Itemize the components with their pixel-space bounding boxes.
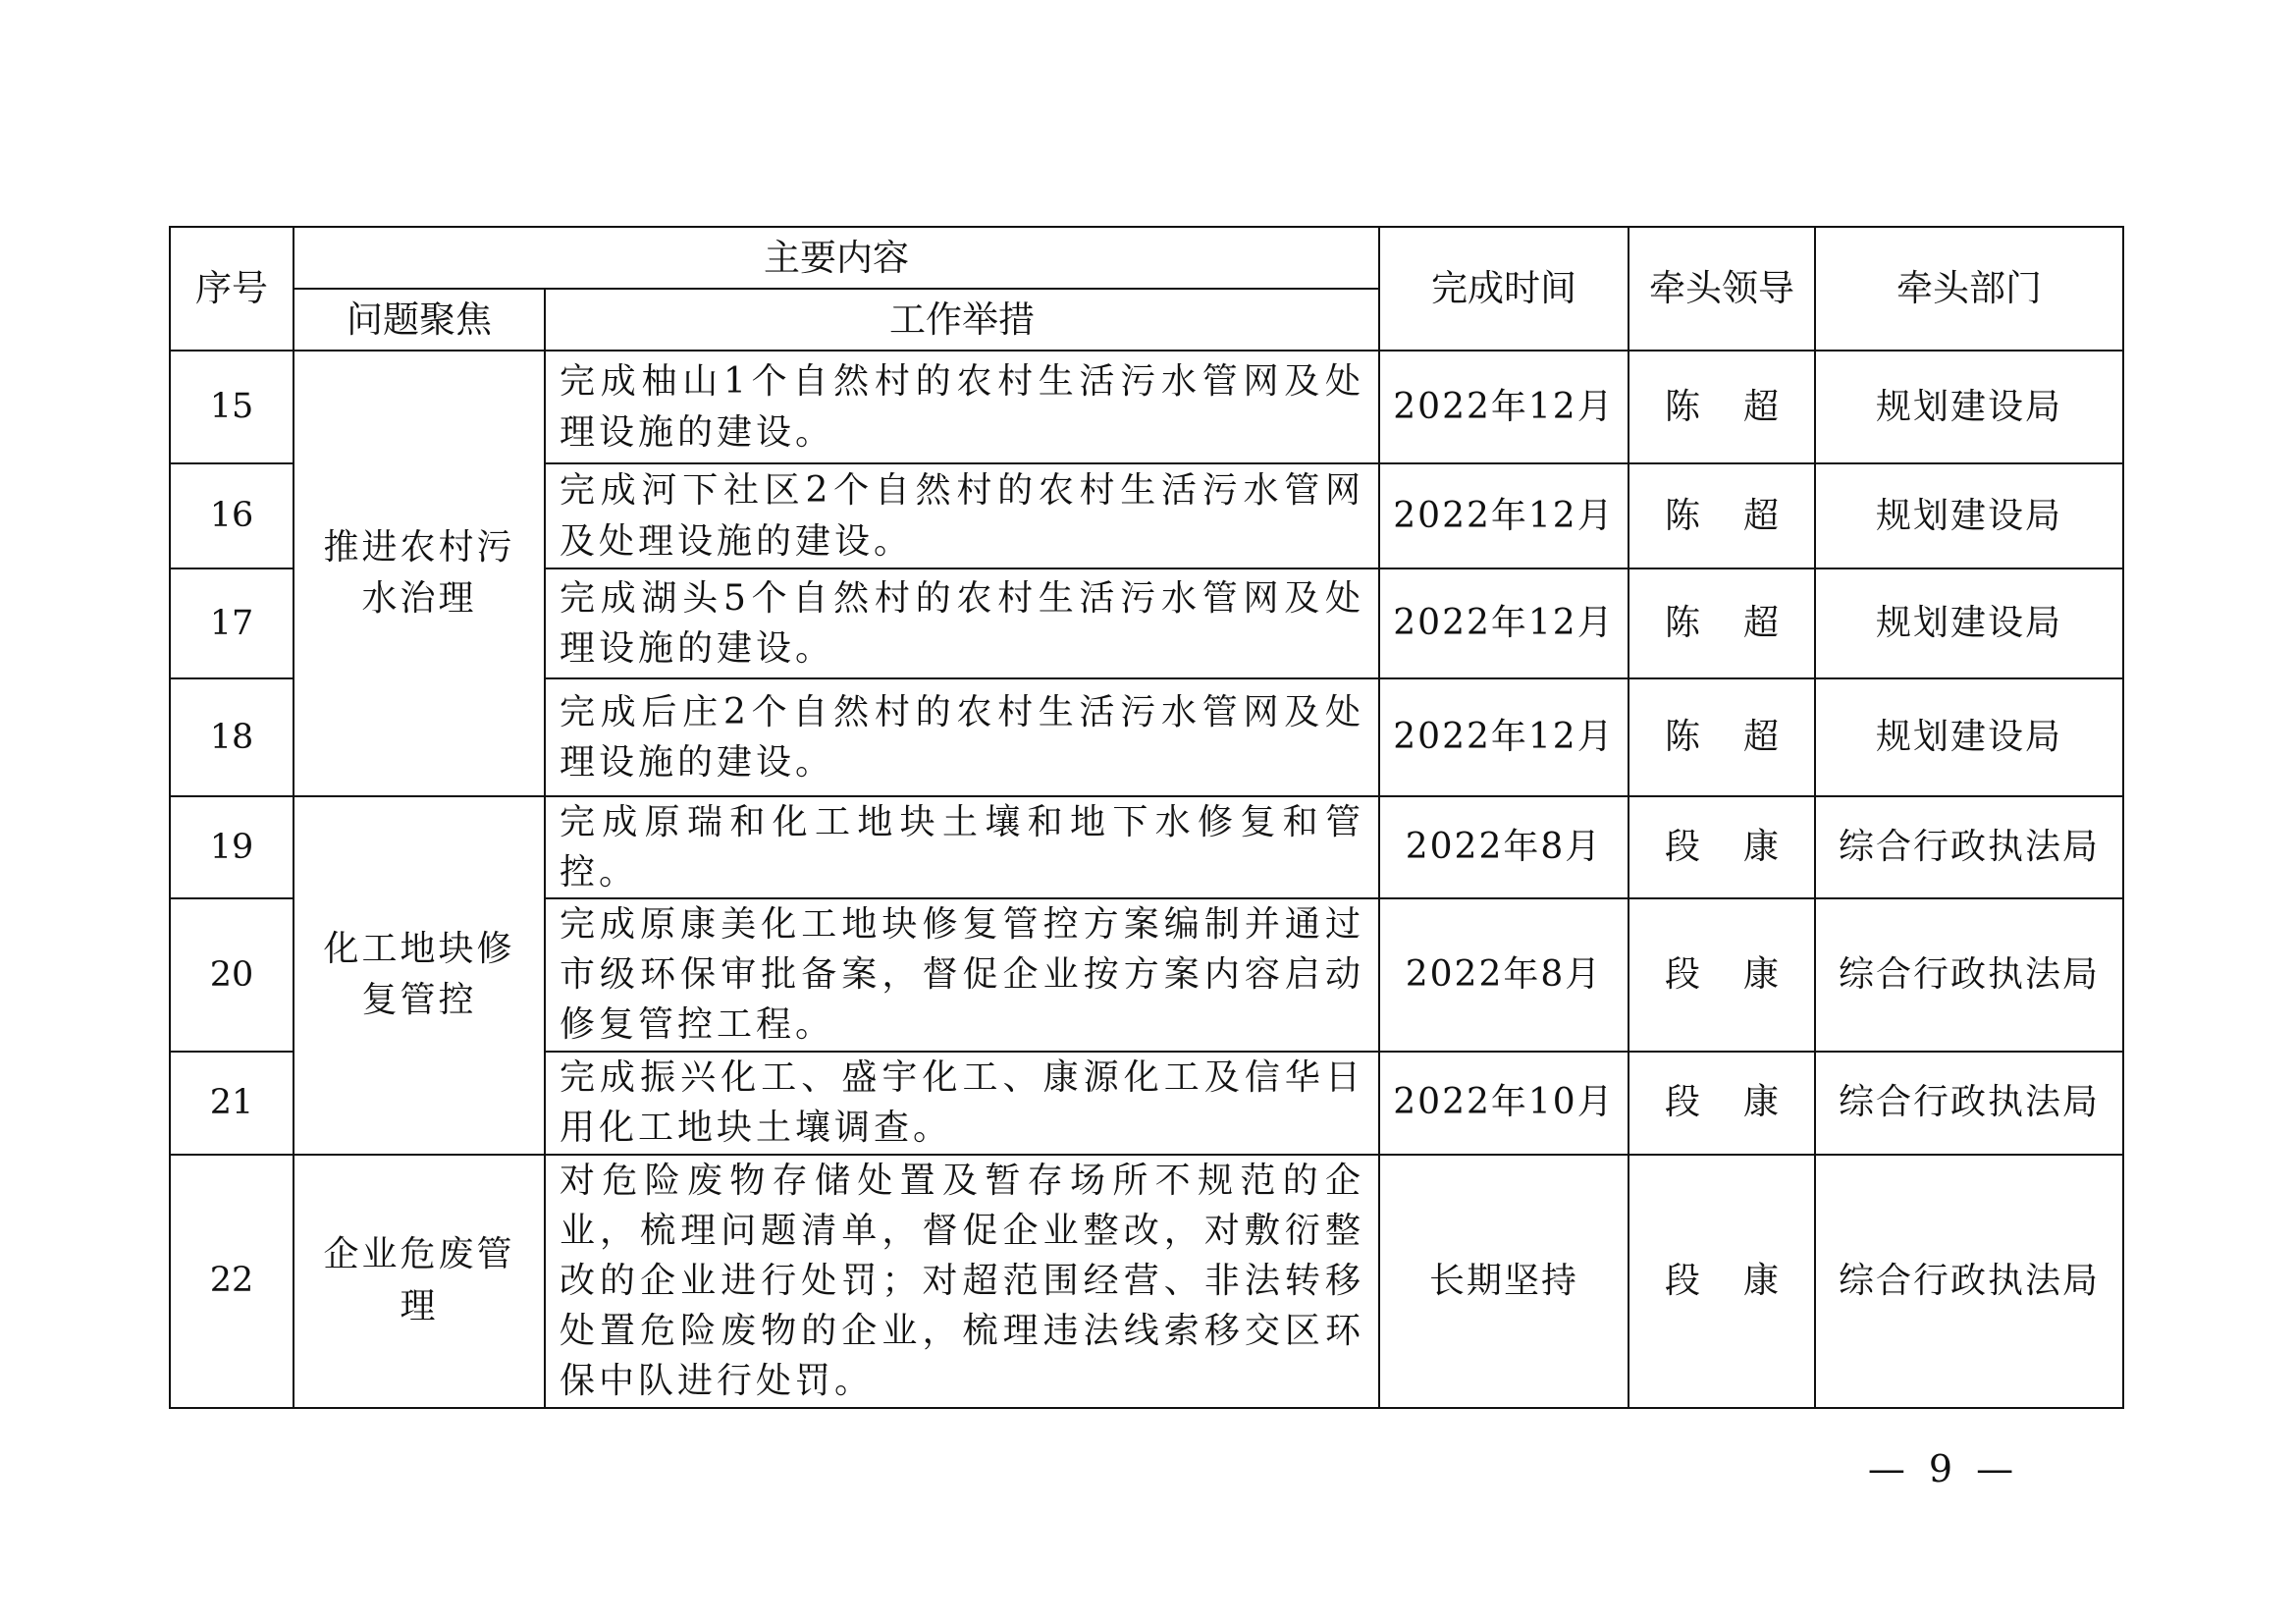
work-measure-cell: 完成后庄2个自然村的农村生活污水管网及处理设施的建设。 [545,678,1379,796]
lead-department-cell: 规划建设局 [1815,351,2123,463]
work-measure-cell: 完成振兴化工、盛宇化工、康源化工及信华日用化工地块土壤调查。 [545,1052,1379,1155]
lead-leader-cell [1629,898,1822,1051]
header-work-measures: 工作举措 [545,289,1379,351]
work-measure-cell: 完成原瑞和化工地块土壤和地下水修复和管控。 [545,796,1379,898]
lead-leader-name: 陈超 [1664,495,1822,536]
problem-focus-cell: 化工地块修复管控 [294,796,545,1155]
table-row [170,351,2123,463]
completion-time-cell: 2022年12月 [1379,568,1629,678]
table-body [170,351,2123,1408]
lead-leader-name: 段康 [1664,1082,1822,1123]
row-seq: 22 [170,1155,294,1408]
problem-focus-cell: 推进农村污水治理 [294,351,545,796]
lead-leader-name: 段康 [1664,1260,1822,1301]
lead-department-cell: 综合行政执法局 [1815,1052,2123,1155]
lead-leader-cell [1629,796,1822,898]
work-measure-cell: 对危险废物存储处置及暂存场所不规范的企业，梳理问题清单，督促企业整改，对敷衍整改的企业进行处罚；对超范围经营、非法转移处置危险废物的企业，梳理违法线索移交区环保中队进行处罚。 [545,1155,1379,1408]
header-lead-department: 牵头部门 [1815,227,2123,351]
lead-leader-name: 陈超 [1664,386,1822,427]
table-row [170,1155,2123,1408]
lead-department-cell: 规划建设局 [1815,463,2123,568]
row-seq: 21 [170,1052,294,1155]
row-seq: 18 [170,678,294,796]
work-measure-cell: 完成原康美化工地块修复管控方案编制并通过市级环保审批备案，督促企业按方案内容启动修复管控工程。 [545,898,1379,1051]
lead-leader-cell [1629,568,1822,678]
work-measure-cell: 完成河下社区2个自然村的农村生活污水管网及处理设施的建设。 [545,463,1379,568]
lead-department-cell: 综合行政执法局 [1815,796,2123,898]
lead-leader-name: 段康 [1664,827,1822,868]
lead-department-cell: 规划建设局 [1815,678,2123,796]
work-measure-cell: 完成湖头5个自然村的农村生活污水管网及处理设施的建设。 [545,568,1379,678]
header-seq: 序号 [170,227,294,351]
completion-time-cell: 2022年8月 [1379,796,1629,898]
row-seq: 17 [170,568,294,678]
lead-department-cell: 综合行政执法局 [1815,898,2123,1051]
table-row [170,796,2123,898]
lead-department-cell: 规划建设局 [1815,568,2123,678]
row-seq: 19 [170,796,294,898]
header-completion-time: 完成时间 [1379,227,1629,351]
table-header [170,227,2123,351]
completion-time-cell: 长期坚持 [1379,1155,1629,1408]
completion-time-cell: 2022年12月 [1379,351,1629,463]
row-seq: 15 [170,351,294,463]
header-main-content: 主要内容 [294,227,1379,289]
page-number: — 9 — [1867,1447,2020,1490]
lead-leader-name: 陈超 [1664,717,1822,757]
task-table [169,226,2124,1409]
row-seq: 20 [170,898,294,1051]
header-problem-focus: 问题聚焦 [294,289,545,351]
lead-leader-cell [1629,463,1822,568]
lead-leader-cell [1629,1155,1822,1408]
work-measure-cell: 完成柚山1个自然村的农村生活污水管网及处理设施的建设。 [545,351,1379,463]
lead-leader-cell [1629,351,1822,463]
row-seq: 16 [170,463,294,568]
lead-leader-cell [1629,678,1822,796]
lead-department-cell: 综合行政执法局 [1815,1155,2123,1408]
completion-time-cell: 2022年8月 [1379,898,1629,1051]
lead-leader-name: 段康 [1664,953,1822,995]
lead-leader-cell [1629,1052,1822,1155]
problem-focus-cell: 企业危废管理 [294,1155,545,1408]
header-lead-leader: 牵头领导 [1629,227,1815,351]
lead-leader-name: 陈超 [1664,603,1822,643]
completion-time-cell: 2022年12月 [1379,678,1629,796]
completion-time-cell: 2022年12月 [1379,463,1629,568]
completion-time-cell: 2022年10月 [1379,1052,1629,1155]
